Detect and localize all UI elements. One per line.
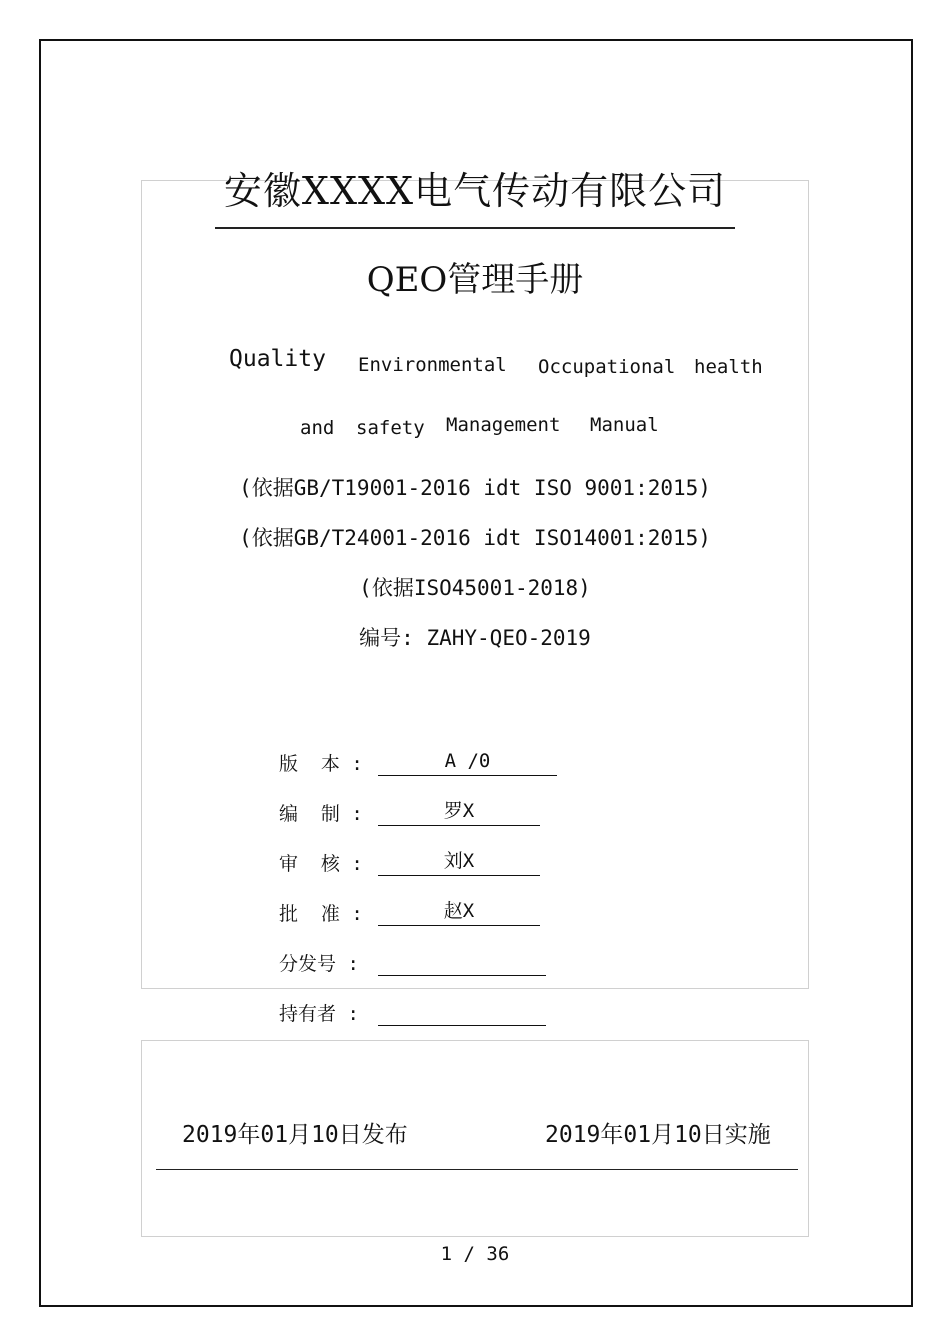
approved-by-value: 赵X	[378, 899, 540, 926]
compiled-by-value: 罗X	[378, 799, 540, 826]
english-title-word: Management	[446, 414, 561, 436]
document-number: 编号: ZAHY-QEO-2019	[359, 626, 591, 650]
date-underline	[156, 1169, 798, 1170]
english-title-word: Environmental	[358, 354, 507, 376]
approved-by-label: 批 准 :	[279, 903, 363, 925]
version-value: A /0	[378, 749, 557, 776]
holder-label: 持有者 :	[279, 1003, 359, 1025]
compiled-by-label: 编 制 :	[279, 803, 363, 825]
standard-basis-9001: (依据GB/T19001-2016 idt ISO 9001:2015)	[239, 476, 711, 500]
distribution-number-value	[378, 949, 546, 976]
company-name: 安徽XXXX电气传动有限公司	[223, 169, 727, 213]
effective-date: 2019年01月10日实施	[545, 1122, 771, 1148]
english-title-word: and	[300, 417, 335, 439]
reviewed-by-label: 审 核 :	[279, 853, 363, 875]
english-title-word: Occupational	[538, 356, 676, 378]
english-title-word: Quality	[229, 346, 326, 372]
standard-basis-14001: (依据GB/T24001-2016 idt ISO14001:2015)	[239, 526, 711, 550]
standard-basis-45001: (依据ISO45001-2018)	[359, 576, 591, 600]
distribution-number-label: 分发号 :	[279, 953, 359, 975]
version-label: 版 本 :	[279, 753, 363, 775]
english-title-word: health	[694, 356, 763, 378]
manual-title: QEO管理手册	[366, 260, 584, 300]
publish-date: 2019年01月10日发布	[182, 1122, 408, 1148]
reviewed-by-value: 刘X	[378, 849, 540, 876]
holder-value	[378, 999, 546, 1026]
english-title-word: safety	[356, 417, 425, 439]
company-underline	[215, 227, 735, 229]
page-number: 1 / 36	[440, 1243, 510, 1265]
english-title-word: Manual	[590, 414, 659, 436]
